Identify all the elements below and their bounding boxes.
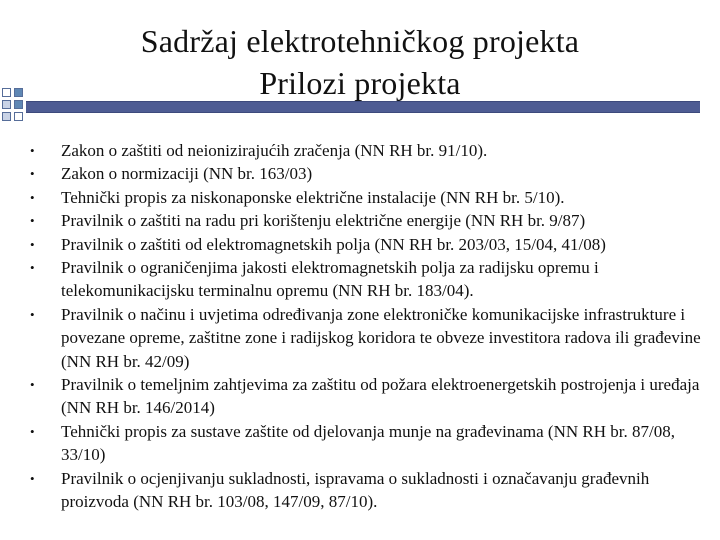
decor-square: [2, 88, 11, 97]
list-item-text: Tehnički propis za sustave zaštite od djelovanja munje na građevinama (NN RH br. 87/08, 33/10): [61, 421, 675, 465]
bullet: •: [30, 166, 35, 182]
list-item-text: Pravilnik o zaštiti na radu pri korištenju električne energije (NN RH br. 9/87): [61, 211, 586, 231]
list-item: [0, 233, 720, 256]
decor-square: [14, 112, 23, 121]
decor-square: [2, 112, 11, 121]
slide-title: [0, 20, 720, 104]
list-item: [0, 256, 720, 303]
bullet: •: [30, 470, 35, 486]
decor-square: [14, 100, 23, 109]
bullet: •: [30, 189, 35, 205]
list-item-text: Zakon o zaštiti od neionizirajućih zračenja (NN RH br. 91/10).: [61, 141, 488, 160]
list-item: [0, 139, 720, 162]
bullet: •: [30, 306, 35, 322]
decor-square: [2, 100, 11, 109]
bullet: •: [30, 213, 35, 229]
list-item-text: Pravilnik o ocjenjivanju sukladnosti, ispravama o sukladnosti i označavanju građevnih proizvoda (NN RH br. 103/08, 147/09, 87/10).: [61, 468, 650, 512]
list-item: [0, 162, 720, 185]
bullet: •: [30, 377, 35, 393]
list-item: [0, 303, 720, 373]
title-line-2: Prilozi projekta: [259, 65, 461, 101]
list-item: [0, 373, 720, 420]
list-item-text: Pravilnik o zaštiti od elektromagnetskih polja (NN RH br. 203/03, 15/04, 41/08): [61, 234, 606, 254]
bullet: •: [30, 260, 35, 276]
bullet: •: [30, 143, 35, 158]
list-item: [0, 209, 720, 232]
legislation-list: [0, 139, 720, 514]
list-item: [0, 467, 720, 514]
list-item-text: Zakon o normizaciji (NN br. 163/03): [61, 164, 313, 184]
bullet: •: [30, 423, 35, 439]
list-item-text: Tehnički propis za niskonaponske električne instalacije (NN RH br. 5/10).: [61, 187, 565, 207]
list-item: [0, 420, 720, 467]
title-line-1: Sadržaj elektrotehničkog projekta: [140, 23, 580, 59]
list-item-text: Pravilnik o ograničenjima jakosti elektromagnetskih polja za radijsku opremu i telekomunikacijsku terminalnu opremu (NN RH br. 183/04).: [61, 258, 599, 301]
decor-square: [14, 88, 23, 97]
bullet: •: [30, 236, 35, 252]
list-item: [0, 186, 720, 209]
list-item-text: Pravilnik o temeljnim zahtjevima za zaštitu od požara elektroenergetskih postrojenja i uređaja (NN RH br. 146/2014): [61, 375, 700, 418]
title-rule-bar: [26, 101, 700, 113]
list-item-text: Pravilnik o načinu i uvjetima određivanja zone elektroničke komunikacijske infrastrukture i povezane opreme, zaštitne zone i radijskog koridora te obveze investitora radova ili građevine (NN RH br. 42/09): [61, 304, 701, 371]
